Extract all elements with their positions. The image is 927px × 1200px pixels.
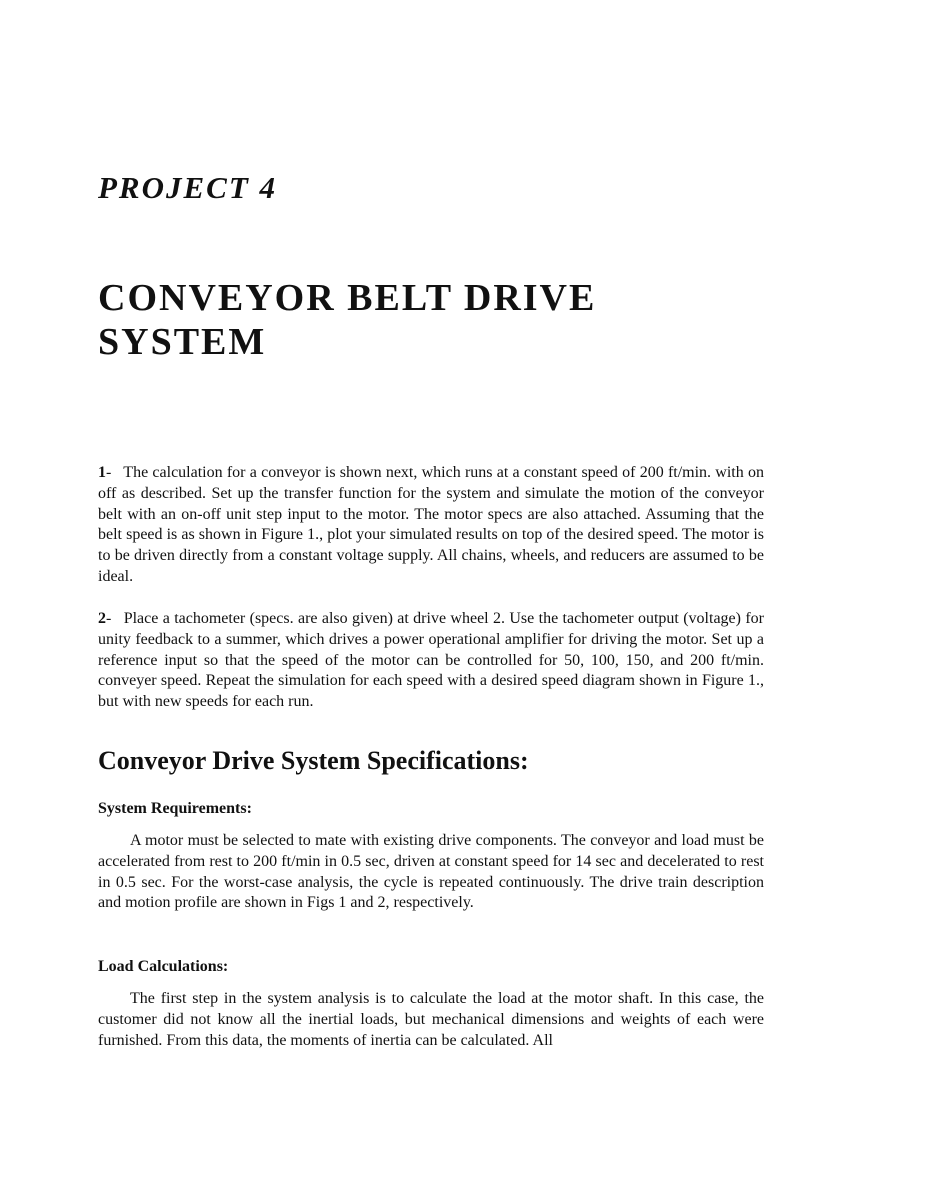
system-requirements-heading: System Requirements: bbox=[98, 800, 252, 817]
title-line-1: CONVEYOR BELT DRIVE bbox=[98, 277, 597, 319]
page-title bbox=[98, 276, 798, 364]
question-2-text: Place a tachometer (specs. are also given) at drive wheel 2. Use the tachometer output (voltage) for unity feedback to a summer, which drives a power operational amplifier for driving the motor. Set up a reference input so that the speed of the motor can be controlled for 50, 100, 150, and 200 ft/min. conveyer speed. Repeat the simulation for each speed with a desired speed diagram shown in Figure 1., but with new speeds for each run. bbox=[98, 610, 765, 711]
system-requirements-text: A motor must be selected to mate with existing drive components. The conveyor and load must be accelerated from rest to 200 ft/min in 0.5 sec, driven at constant speed for 14 sec and decelerated to rest in 0.5 sec. For the worst-case analysis, the cycle is repeated continuously. The drive train description and motion profile are shown in Figs 1 and 2, respectively. bbox=[98, 832, 764, 912]
question-2-number: 2 bbox=[98, 610, 106, 627]
question-2-separator: - bbox=[106, 610, 112, 627]
question-1-number: 1 bbox=[98, 464, 106, 481]
specs-heading: Conveyor Drive System Specifications: bbox=[98, 746, 529, 775]
project-label: PROJECT 4 bbox=[98, 170, 278, 205]
title-line-2: SYSTEM bbox=[98, 321, 267, 363]
question-1 bbox=[98, 463, 764, 588]
load-calculations-heading: Load Calculations: bbox=[98, 958, 229, 975]
question-1-text: The calculation for a conveyor is shown next, which runs at a constant speed of 200 ft/min. with on off as described. Set up the transfer function for the system and simulate the motion of the conveyor belt with an on-off unit step input to the motor. The motor specs are also attached. Assuming that the belt speed is as shown in Figure 1., plot your simulated results on top of the desired speed. The motor is to be driven directly from a constant voltage supply. All chains, wheels, and reducers are assumed to be ideal. bbox=[98, 464, 764, 585]
question-1-separator: - bbox=[106, 464, 112, 481]
question-2 bbox=[98, 609, 764, 713]
load-calculations-text: The first step in the system analysis is to calculate the load at the motor shaft. In this case, the customer did not know all the inertial loads, but mechanical dimensions and weights of each were furnished. From this data, the moments of inertia can be calculated. All bbox=[98, 990, 764, 1049]
